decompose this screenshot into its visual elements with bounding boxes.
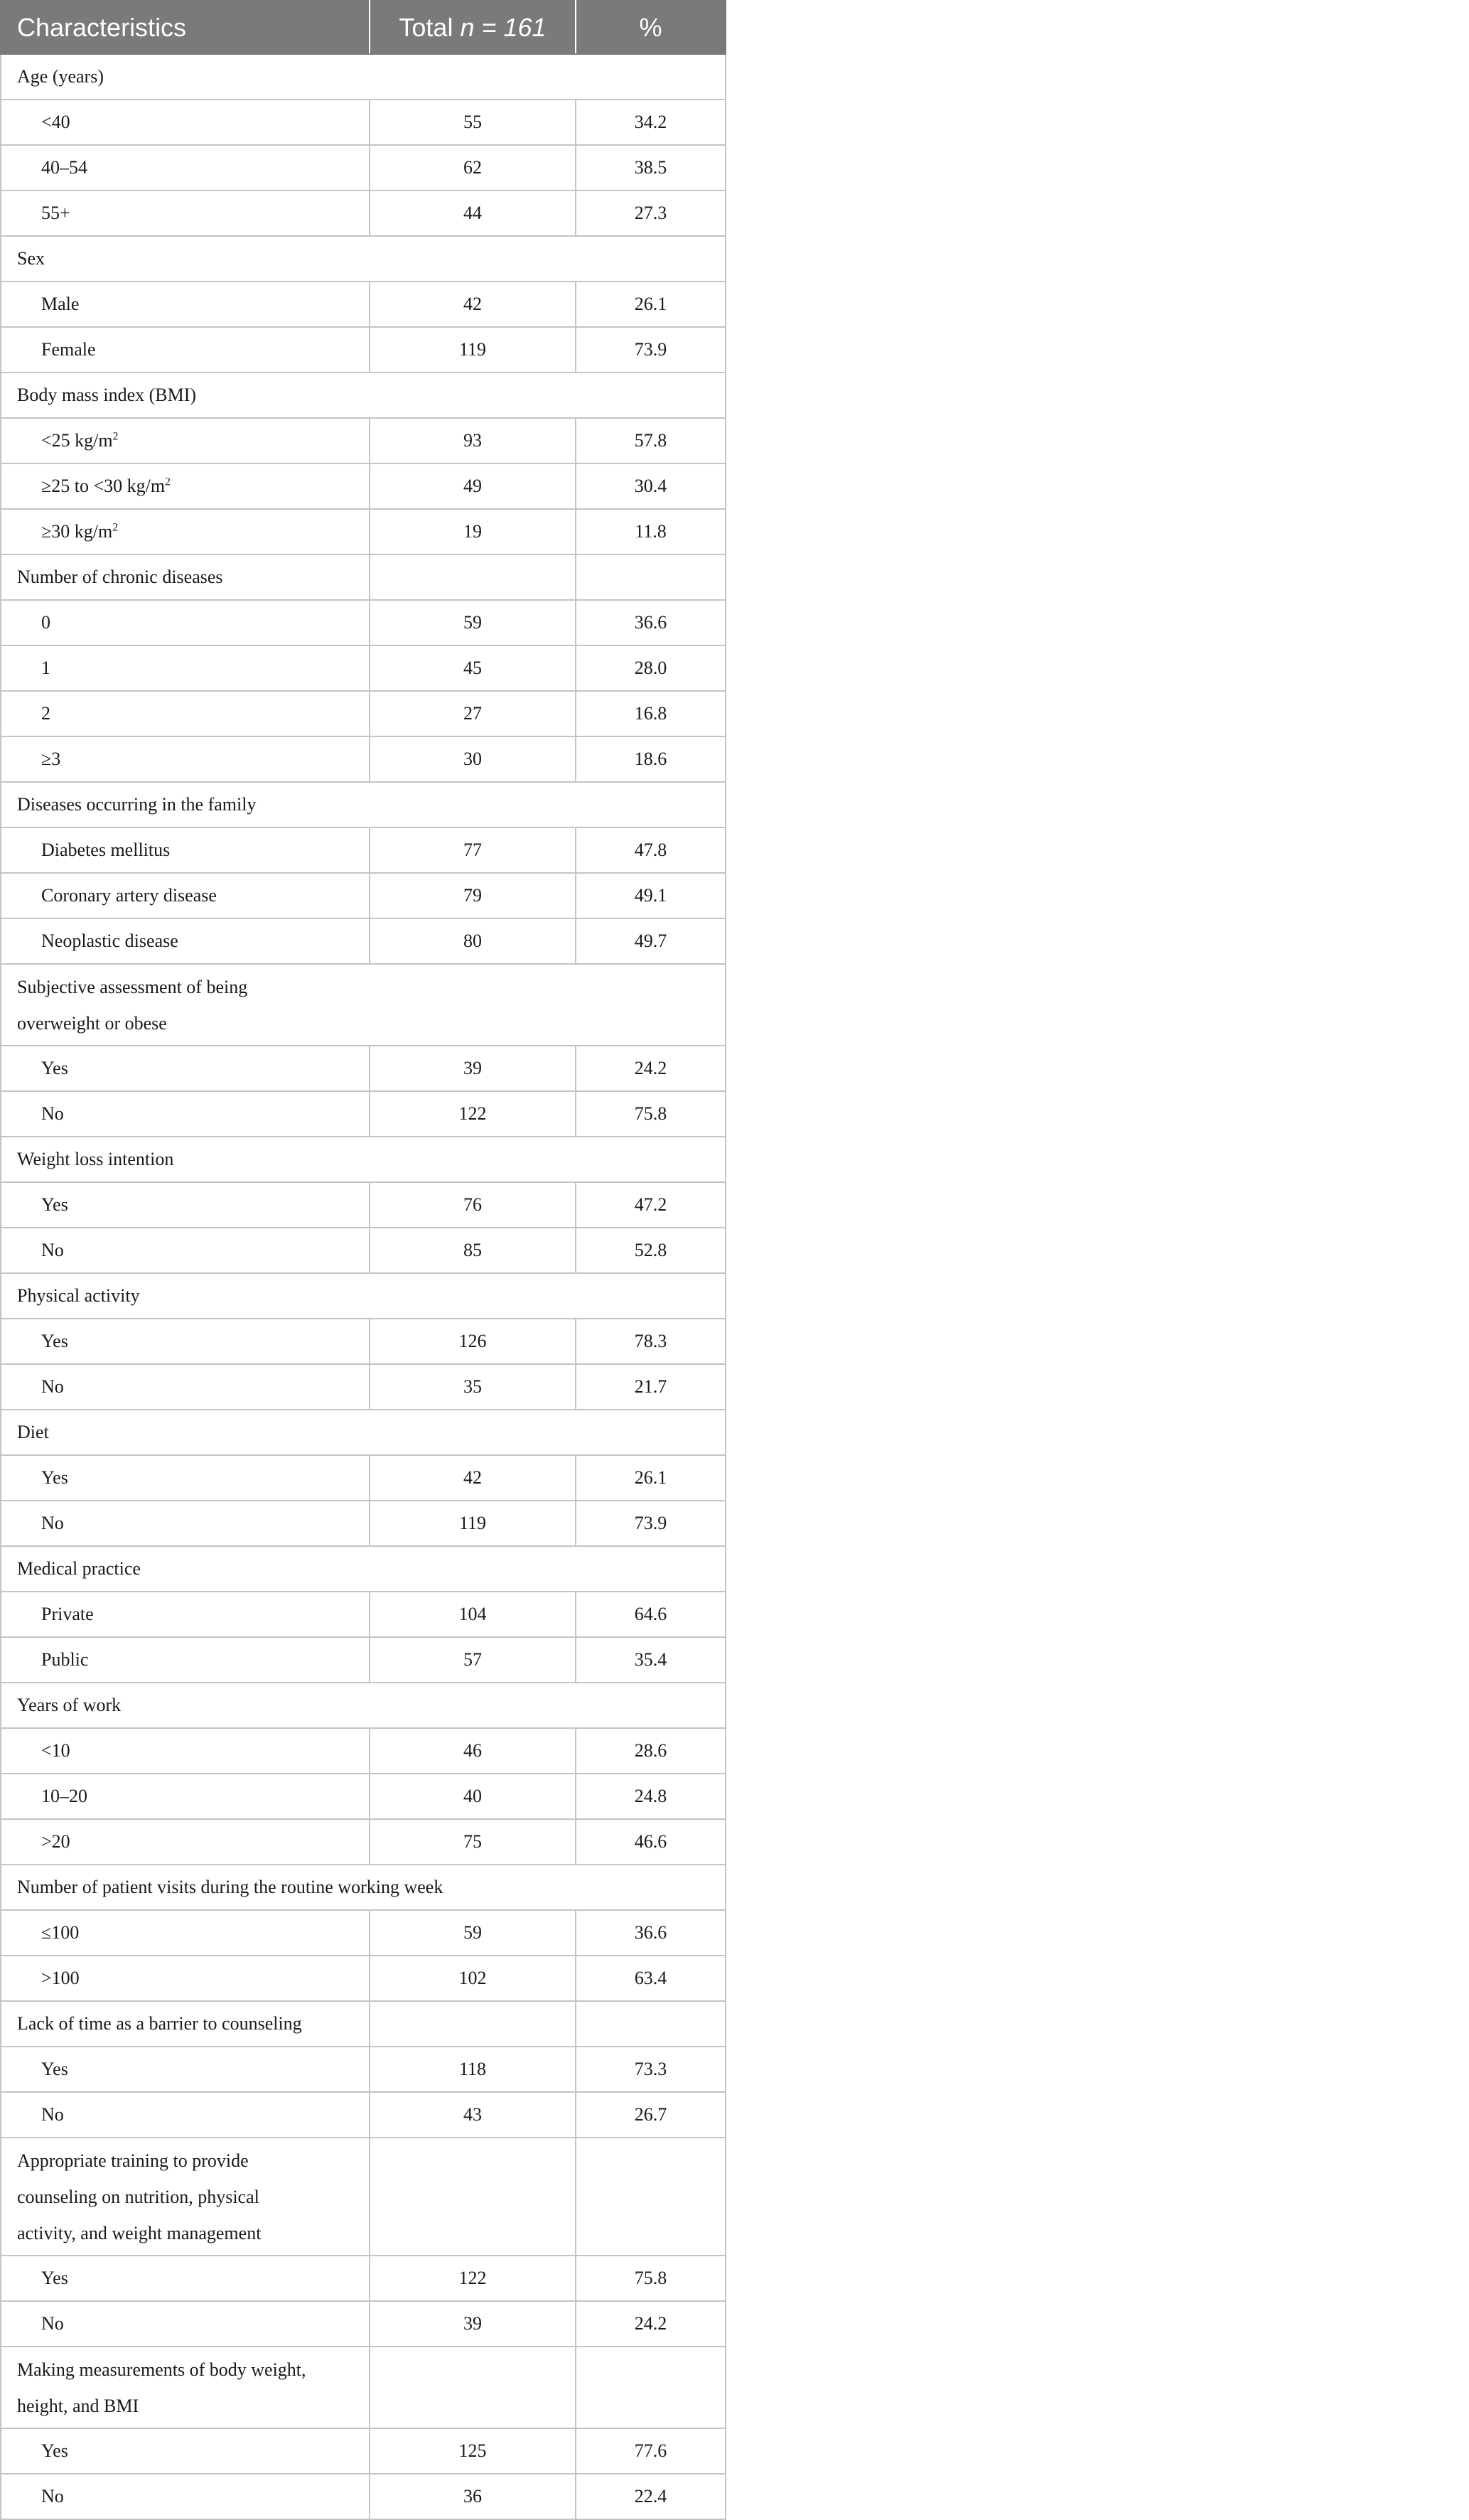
count-cell: 39	[370, 2301, 576, 2347]
count-cell: 126	[370, 1319, 576, 1364]
count-cell: 57	[370, 1637, 576, 1683]
table-row	[1, 2047, 726, 2092]
row-label-text: ≤100	[41, 1922, 80, 1943]
empty-cell	[370, 554, 576, 600]
count-cell: 79	[370, 873, 576, 918]
table-row	[1, 2301, 726, 2347]
table-row	[1, 827, 726, 873]
table-row	[1, 1455, 726, 1501]
row-label	[1, 1182, 370, 1228]
count-cell: 119	[370, 327, 576, 372]
category-label-line: counseling on nutrition, physical	[17, 2186, 259, 2207]
percent-cell: 30.4	[576, 463, 726, 509]
percent-cell: 28.0	[576, 645, 726, 691]
empty-cell	[576, 2347, 726, 2428]
row-label	[1, 418, 370, 463]
row-label-text: <25 kg/m	[41, 430, 113, 451]
category-label-line: activity, and weight management	[17, 2222, 262, 2243]
header-total-n: n = 161	[460, 12, 547, 42]
percent-cell: 36.6	[576, 600, 726, 645]
row-label	[1, 1319, 370, 1364]
count-cell: 40	[370, 1774, 576, 1819]
category-label-line: overweight or obese	[17, 1012, 167, 1034]
percent-cell: 73.9	[576, 1501, 726, 1546]
category-row	[1, 2138, 726, 2256]
row-label-text: Diabetes mellitus	[41, 840, 171, 860]
percent-cell: 26.7	[576, 2092, 726, 2138]
percent-cell: 26.1	[576, 282, 726, 327]
count-cell: 76	[370, 1182, 576, 1228]
row-label	[1, 327, 370, 372]
row-label	[1, 191, 370, 236]
row-label-text: No	[41, 1103, 64, 1124]
table-row	[1, 1091, 726, 1137]
header-characteristics: Characteristics	[1, 1, 370, 54]
row-label-text: Yes	[41, 2440, 68, 2461]
count-cell: 55	[370, 100, 576, 145]
header-total-prefix: Total	[399, 12, 461, 42]
table-row	[1, 418, 726, 463]
row-label	[1, 2047, 370, 2092]
empty-cell	[370, 2347, 576, 2428]
category-label: Age (years)	[1, 54, 726, 100]
row-label-text: No	[41, 1240, 64, 1260]
row-label-text: ≥30 kg/m	[41, 521, 113, 542]
unit-superscript: 2	[112, 521, 119, 534]
category-row	[1, 54, 726, 100]
row-label-text: Coronary artery disease	[41, 885, 217, 906]
count-cell: 75	[370, 1819, 576, 1865]
unit-superscript: 2	[112, 430, 119, 443]
percent-cell: 73.9	[576, 327, 726, 372]
count-cell: 77	[370, 827, 576, 873]
table-row	[1, 463, 726, 509]
row-label-text: Yes	[41, 1194, 68, 1215]
table-row	[1, 1046, 726, 1091]
row-label	[1, 873, 370, 918]
table-row	[1, 1637, 726, 1683]
row-label-text: 10–20	[41, 1786, 87, 1806]
count-cell: 80	[370, 918, 576, 964]
table-row	[1, 1319, 726, 1364]
row-label-text: No	[41, 1376, 64, 1397]
category-row	[1, 554, 726, 600]
row-label	[1, 1228, 370, 1273]
percent-cell: 46.6	[576, 1819, 726, 1865]
table-row	[1, 736, 726, 782]
category-row	[1, 1865, 726, 1910]
percent-cell: 34.2	[576, 100, 726, 145]
row-label	[1, 145, 370, 191]
row-label	[1, 2301, 370, 2347]
row-label-text: No	[41, 1513, 64, 1533]
category-row	[1, 1546, 726, 1592]
percent-cell: 16.8	[576, 691, 726, 736]
percent-cell: 49.7	[576, 918, 726, 964]
count-cell: 122	[370, 2256, 576, 2301]
category-row	[1, 2347, 726, 2428]
percent-cell: 63.4	[576, 1956, 726, 2001]
row-label	[1, 2474, 370, 2519]
row-label	[1, 100, 370, 145]
category-row	[1, 964, 726, 1046]
count-cell: 35	[370, 1364, 576, 1410]
percent-cell: 24.2	[576, 2301, 726, 2347]
row-label	[1, 1364, 370, 1410]
row-label-text: ≥25 to <30 kg/m	[41, 476, 166, 496]
count-cell: 119	[370, 1501, 576, 1546]
row-label	[1, 2428, 370, 2474]
percent-cell: 75.8	[576, 2256, 726, 2301]
empty-cell	[370, 2001, 576, 2047]
row-label	[1, 1819, 370, 1865]
row-label-text: >20	[41, 1831, 70, 1852]
row-label-text: Yes	[41, 2268, 68, 2288]
percent-cell: 36.6	[576, 1910, 726, 1956]
table-row	[1, 1728, 726, 1774]
percent-cell: 49.1	[576, 873, 726, 918]
row-label-text: Public	[41, 1649, 89, 1670]
count-cell: 102	[370, 1956, 576, 2001]
row-label-text: 1	[41, 658, 50, 678]
category-row	[1, 2001, 726, 2047]
category-label	[1, 2347, 370, 2428]
percent-cell: 35.4	[576, 1637, 726, 1683]
count-cell: 19	[370, 509, 576, 554]
percent-cell: 78.3	[576, 1319, 726, 1364]
row-label	[1, 736, 370, 782]
category-row	[1, 782, 726, 827]
count-cell: 104	[370, 1592, 576, 1637]
category-label: Number of chronic diseases	[1, 554, 370, 600]
percent-cell: 38.5	[576, 145, 726, 191]
count-cell: 30	[370, 736, 576, 782]
count-cell: 27	[370, 691, 576, 736]
category-label-line: Making measurements of body weight,	[17, 2359, 306, 2380]
category-row	[1, 1683, 726, 1728]
category-label: Weight loss intention	[1, 1137, 726, 1182]
count-cell: 62	[370, 145, 576, 191]
count-cell: 59	[370, 1910, 576, 1956]
header-total	[370, 1, 576, 54]
category-row	[1, 1273, 726, 1319]
percent-cell: 73.3	[576, 2047, 726, 2092]
category-label: Number of patient visits during the routine working week	[1, 1865, 726, 1910]
count-cell: 122	[370, 1091, 576, 1137]
table-row	[1, 1956, 726, 2001]
table-row	[1, 691, 726, 736]
category-label: Sex	[1, 236, 726, 282]
empty-cell	[370, 2138, 576, 2256]
category-label: Lack of time as a barrier to counseling	[1, 2001, 370, 2047]
count-cell: 44	[370, 191, 576, 236]
row-label-text: Private	[41, 1604, 94, 1624]
row-label-text: 55+	[41, 203, 70, 223]
table-row	[1, 2474, 726, 2519]
header-percent: %	[576, 1, 726, 54]
category-row	[1, 236, 726, 282]
count-cell: 125	[370, 2428, 576, 2474]
percent-cell: 47.2	[576, 1182, 726, 1228]
table-row	[1, 145, 726, 191]
table-row	[1, 1228, 726, 1273]
count-cell: 42	[370, 1455, 576, 1501]
percent-cell: 24.8	[576, 1774, 726, 1819]
table-row	[1, 1910, 726, 1956]
category-label-line: Subjective assessment of being	[17, 976, 248, 997]
table-row	[1, 645, 726, 691]
unit-superscript: 2	[165, 476, 171, 488]
table-row	[1, 509, 726, 554]
percent-cell: 24.2	[576, 1046, 726, 1091]
percent-cell: 75.8	[576, 1091, 726, 1137]
count-cell: 85	[370, 1228, 576, 1273]
table-row	[1, 327, 726, 372]
table-row	[1, 918, 726, 964]
category-row	[1, 1137, 726, 1182]
empty-cell	[576, 2138, 726, 2256]
row-label-text: <10	[41, 1740, 70, 1761]
row-label	[1, 463, 370, 509]
table-row	[1, 1364, 726, 1410]
table-row	[1, 2256, 726, 2301]
row-label-text: No	[41, 2104, 64, 2125]
percent-cell: 21.7	[576, 1364, 726, 1410]
count-cell: 42	[370, 282, 576, 327]
table-row	[1, 2092, 726, 2138]
category-label	[1, 964, 726, 1046]
row-label	[1, 1501, 370, 1546]
table-row	[1, 600, 726, 645]
category-label: Years of work	[1, 1683, 726, 1728]
count-cell: 118	[370, 2047, 576, 2092]
row-label	[1, 645, 370, 691]
row-label-text: Male	[41, 294, 80, 314]
row-label	[1, 827, 370, 873]
row-label	[1, 282, 370, 327]
count-cell: 49	[370, 463, 576, 509]
table-row	[1, 1501, 726, 1546]
row-label	[1, 1774, 370, 1819]
table-body	[1, 54, 726, 2519]
row-label-text: Yes	[41, 1058, 68, 1078]
percent-cell: 18.6	[576, 736, 726, 782]
percent-cell: 22.4	[576, 2474, 726, 2519]
category-label-line: Appropriate training to provide	[17, 2150, 249, 2171]
category-label-line: height, and BMI	[17, 2395, 139, 2416]
table-row	[1, 100, 726, 145]
count-cell: 43	[370, 2092, 576, 2138]
category-row	[1, 372, 726, 418]
table-row	[1, 282, 726, 327]
category-label: Medical practice	[1, 1546, 726, 1592]
category-row	[1, 1410, 726, 1455]
percent-cell: 27.3	[576, 191, 726, 236]
percent-cell: 11.8	[576, 509, 726, 554]
table-header-row	[1, 1, 726, 54]
row-label-text: Female	[41, 339, 96, 360]
row-label	[1, 1728, 370, 1774]
table-row	[1, 2428, 726, 2474]
row-label-text: No	[41, 2486, 64, 2506]
row-label	[1, 1091, 370, 1137]
percent-cell: 57.8	[576, 418, 726, 463]
percent-cell: 47.8	[576, 827, 726, 873]
row-label	[1, 918, 370, 964]
category-label: Body mass index (BMI)	[1, 372, 726, 418]
row-label	[1, 2092, 370, 2138]
percent-cell: 52.8	[576, 1228, 726, 1273]
percent-cell: 64.6	[576, 1592, 726, 1637]
table-row	[1, 191, 726, 236]
empty-cell	[576, 2001, 726, 2047]
row-label-text: Yes	[41, 1467, 68, 1488]
table-row	[1, 1774, 726, 1819]
count-cell: 59	[370, 600, 576, 645]
row-label-text: ≥3	[41, 749, 61, 769]
category-label: Diet	[1, 1410, 726, 1455]
row-label	[1, 691, 370, 736]
percent-cell: 77.6	[576, 2428, 726, 2474]
percent-cell: 26.1	[576, 1455, 726, 1501]
count-cell: 36	[370, 2474, 576, 2519]
row-label	[1, 2256, 370, 2301]
row-label	[1, 1910, 370, 1956]
empty-cell	[576, 554, 726, 600]
row-label	[1, 1455, 370, 1501]
row-label-text: Yes	[41, 1331, 68, 1351]
row-label-text: <40	[41, 112, 70, 132]
count-cell: 45	[370, 645, 576, 691]
row-label-text: >100	[41, 1968, 80, 1988]
table-row	[1, 1819, 726, 1865]
row-label-text: No	[41, 2313, 64, 2334]
percent-cell: 28.6	[576, 1728, 726, 1774]
row-label	[1, 1046, 370, 1091]
row-label-text: 40–54	[41, 157, 87, 178]
row-label-text: Neoplastic disease	[41, 931, 178, 951]
row-label	[1, 1637, 370, 1683]
row-label	[1, 1956, 370, 2001]
category-label: Diseases occurring in the family	[1, 782, 726, 827]
row-label	[1, 1592, 370, 1637]
row-label-text: 0	[41, 612, 50, 633]
row-label	[1, 600, 370, 645]
row-label-text: 2	[41, 703, 50, 724]
characteristics-table	[0, 0, 726, 2520]
table-row	[1, 873, 726, 918]
row-label-text: Yes	[41, 2059, 68, 2079]
table-row	[1, 1182, 726, 1228]
category-label	[1, 2138, 370, 2256]
count-cell: 46	[370, 1728, 576, 1774]
count-cell: 93	[370, 418, 576, 463]
category-label: Physical activity	[1, 1273, 726, 1319]
table-row	[1, 1592, 726, 1637]
row-label	[1, 509, 370, 554]
count-cell: 39	[370, 1046, 576, 1091]
